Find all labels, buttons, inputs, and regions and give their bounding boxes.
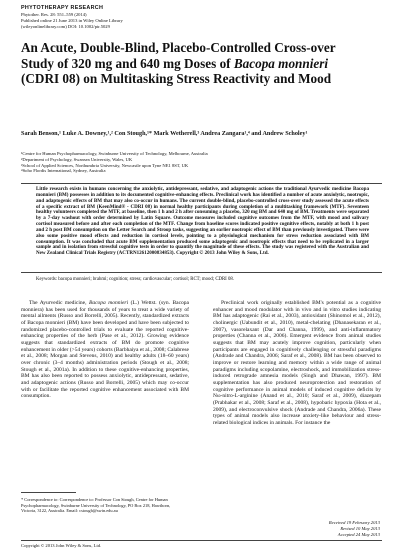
revised-date: Revised 10 May 2013 — [340, 525, 380, 531]
affiliation-3: ³School of Applied Sciences, Northumbria University, Newcastle upon Tyne NE1 8ST, UK — [21, 162, 189, 168]
accepted-date: Accepted 24 May 2013 — [337, 531, 380, 537]
journal-website: (wileyonlinelibrary.com) DOI: 10.1002/ptr.5029 — [21, 24, 110, 29]
footnote-rule — [21, 492, 76, 493]
author-list: Sarah Benson,¹ Luke A. Downey,¹,² Con Stough,¹* Mark Wetherell,³ Andrea Zangara¹,⁴ and Andrew Scholey¹ — [21, 130, 308, 137]
correspondence-footnote: * Correspondence to: Correspondence to: Professor Con Stough, Centre for Human Psychopharmacology, Swinburne University of Technology, PO Box 218, Hawthorn, Victoria, 3122, Australia. Email: cstough@swin.edu.au — [21, 497, 171, 514]
affiliation-2: ²Department of Psychology, Swansea University, Wales, UK — [21, 156, 133, 162]
received-date: Received 19 February 2013 — [328, 520, 380, 525]
title-part-2: (CDRI 08) on Multitasking Stress Reactivity and Mood — [21, 71, 332, 86]
copyright-footer: Copyright © 2013 John Wiley & Sons, Ltd. — [21, 543, 102, 548]
journal-citation: Phytother. Res. 28: 551–559 (2014) — [21, 12, 87, 17]
body-column-left: The Ayurvedic medicine, Bacopa monnieri (L.) Wettst. (syn. Bacopa monniera) has been used for thousands of years to treat a wide variety of mental ailments (Russo and Borrelli, 2005). Recently, standardized extracts of Bacopa monnieri (BM) have been developed and have been subjected to randomized placebo-controlled trials to evaluate the reported cognitive-enhancing properties of the herb (Pase et al., 2012). Growing evidence suggests that standardized extracts of BM do promote cognitive enhancement in older (>54 years) cohorts (Barbhaiya et al., 2008; Calabrese et al., 2008; Morgan and Stevens, 2010) and healthy adults (18–60 years) over chronic (3–4 months) administration periods (Stough et al., 2008; Stough et al., 2001a). In addition to these cognitive-enhancing properties, BM has also been reported to possess anxiolytic, antidepressant, sedative, and adaptogenic actions (Russo and Borrelli, 2005) which may co-occur with or facilitate the reported cognitive enhancement associated with BM consumption. — [21, 300, 189, 400]
affiliation-1: ¹Centre for Human Psychopharmacology, Swinburne University of Technology, Melbourne, Australia — [21, 151, 208, 156]
title-part-1: An Acute, Double-Blind, Placebo-Controlled Cross-over Study of 320 mg and 640 mg Doses of — [21, 40, 336, 71]
affiliations — [21, 151, 381, 174]
journal-header — [21, 5, 321, 30]
journal-name: PHYTOTHERAPY RESEARCH — [21, 5, 104, 11]
received-dates — [300, 520, 380, 537]
abstract: Little research exists in humans concerning the anxiolytic, antidepressant, sedative, and adaptogenic actions the traditional Ayurvedic medicine Bacopa monnieri (BM) possesses in addition to its documented cognitive-enhancing effects. Preclinical work has identified a number of acute anxiolytic, nootropic, and adaptogenic effects of BM that may also co-occur in humans. The current double-blind, placebo-controlled cross-over study assessed the acute effects of a specific extract of BM (KeenMind® - CDRI 08) in normal healthy participants during completion of a multitasking framework (MTF). Seventeen healthy volunteers completed the MTF, at baseline, then 1 h and 2 h after consuming a placebo, 320 mg BM and 640 mg of BM. Treatments were separated by a 7-day washout with order determined by Latin Square. Outcome measures included cognitive outcomes from the MTF, with mood and salivary cortisol measured before and after each completion of the MTF. Change from baseline scores indicated positive cognitive effects, notably at both 1 h post and 2 h post BM consumption on the Letter Search and Stroop tasks, suggesting an earlier nootropic effect of BM than previously investigated. There were also some positive mood effects and reduction in cortisol levels, pointing to a physiological mechanism for stress reduction associated with BM consumption. It was concluded that acute BM supplementation produced some adaptogenic and nootropic effects that need to be replicated in a larger sample and in isolation from stressful cognitive tests in order to quantify the magnitude of these effects. The study was registered with the Australian and New Zealand Clinical Trials Registry (ACTRN12612000834853). Copyright © 2013 John Wiley & Sons, Ltd. — [36, 186, 369, 257]
keywords: Keywords: bacopa monnieri; brahmi; cognition; stress; cardiovascular; cortisol; RCT; mood; CDRI 08. — [36, 277, 234, 282]
abstract-bottom-rule — [21, 272, 382, 273]
abstract-top-rule — [21, 183, 382, 184]
body-column-right: Preclinical work originally established BM's potential as a cognitive enhancer and mood modulator with in vivo and in vitro studies indicating BM has adaptogenic (Rai et al., 2003), antioxidant (Shinomol et al., 2012), cholinergic (Uabundit et al., 2010), metal-chelating (Dhanasekaran et al., 2007), vasorelaxant (Dar and Channa, 1999), and anti-inflammatory properties (Channa et al., 2006). Emergent evidence from animal studies suggests that BM may acutely improve cognition, particularly when participants are engaged in cognitively challenging or stressful paradigms (Andrade and Chandra, 2006; Saraf et al., 2008). BM has been observed to improve or restore learning and memory within a wide range of animal paradigms including scopolamine, electroshock, and immobilization stress-induced retrograde amnesia models (Singh and Dhawan, 1997). BM supplementation has also produced neuroprotection and restoration of cognitive performance in animal models of induced cognitive deficits by Nω-nitro-L-arginine (Anand et al., 2010; Saraf et al., 2009), diazepam (Prabhakar et al., 2008; Saraf et al., 2008), hypobaric hypoxia (Hota et al., 2009), and electroconvulsive shock (Andrade and Chandra, 2006a). These types of animal models also increase anxiety-like behaviour and stress-related biological indices in animals. For instance the — [213, 300, 381, 426]
title-species-name: Bacopa monnieri — [233, 55, 329, 71]
species-name: Bacopa monnieri — [88, 300, 129, 306]
affiliation-4: ⁴Soho Flordis International, Sydney, Australia — [21, 168, 106, 174]
paper-title — [21, 40, 366, 87]
footer-rule — [21, 540, 382, 541]
journal-published: Published online 21 June 2013 in Wiley Online Library — [21, 18, 123, 23]
